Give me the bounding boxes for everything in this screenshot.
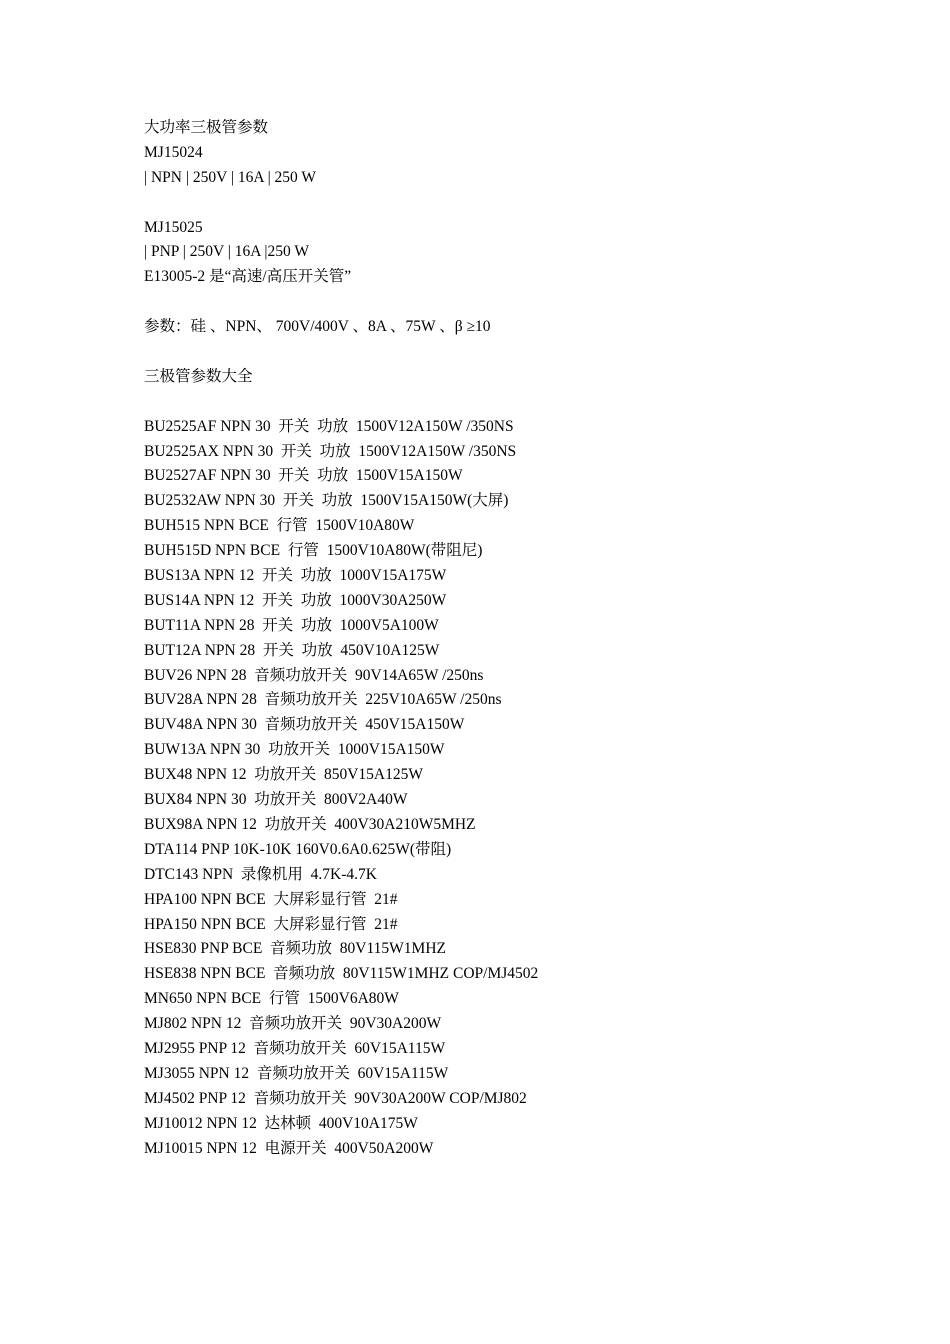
blank-line (144, 290, 864, 315)
list-item: HSE838 NPN BCE 音频功放 80V115W1MHZ COP/MJ4502 (144, 965, 539, 983)
list-item: DTC143 NPN 录像机用 4.7K-4.7K (144, 865, 377, 883)
list-item: MJ802 NPN 12 音频功放开关 90V30A200W (144, 1015, 442, 1033)
list-item: BUX84 NPN 30 功放开关 800V2A40W (144, 791, 408, 809)
list-item: MJ3055 NPN 12 音频功放开关 60V15A115W (144, 1064, 449, 1082)
list-item: HPA150 NPN BCE 大屏彩显行管 21# (144, 915, 398, 933)
list-item: BUW13A NPN 30 功放开关 1000V15A150W (144, 741, 445, 759)
document-page (144, 116, 864, 1161)
section-title: 三极管参数大全 (144, 367, 253, 385)
list-item: BUV26 NPN 28 音频功放开关 90V14A65W /250ns (144, 666, 484, 684)
list-item: BUV48A NPN 30 音频功放开关 450V15A150W (144, 716, 465, 734)
blank-line (144, 340, 864, 365)
list-item: BU2532AW NPN 30 开关 功放 1500V15A150W(大屏) (144, 492, 509, 510)
list-item: DTA114 PNP 10K-10K 160V0.6A0.625W(带阻) (144, 840, 452, 858)
transistor-list (144, 415, 864, 1162)
mj15024-model: MJ15024 (144, 143, 203, 161)
list-item: BU2525AF NPN 30 开关 功放 1500V12A150W /350NS (144, 417, 514, 435)
list-item: BUT12A NPN 28 开关 功放 450V10A125W (144, 641, 440, 659)
list-item: BUX48 NPN 12 功放开关 850V15A125W (144, 766, 424, 784)
list-item: MN650 NPN BCE 行管 1500V6A80W (144, 990, 399, 1008)
list-item: BUX98A NPN 12 功放开关 400V30A210W5MHZ (144, 815, 476, 833)
list-item: HPA100 NPN BCE 大屏彩显行管 21# (144, 890, 398, 908)
list-item: MJ4502 PNP 12 音频功放开关 90V30A200W COP/MJ802 (144, 1089, 527, 1107)
list-item: MJ10015 NPN 12 电源开关 400V50A200W (144, 1139, 434, 1157)
document-title: 大功率三极管参数 (144, 119, 269, 136)
list-item: BUH515 NPN BCE 行管 1500V10A80W (144, 517, 415, 535)
e13005-params: 参数：硅 、NPN、 700V/400V 、8A 、75W 、β ≥10 (144, 318, 491, 336)
list-item: BU2527AF NPN 30 开关 功放 1500V15A150W (144, 467, 463, 485)
list-item: MJ10012 NPN 12 达林顿 400V10A175W (144, 1114, 418, 1132)
blank-line (144, 191, 864, 216)
list-item: HSE830 PNP BCE 音频功放 80V115W1MHZ (144, 940, 446, 958)
mj15025-spec: | PNP | 250V | 16A |250 W (144, 243, 309, 261)
list-item: BUS13A NPN 12 开关 功放 1000V15A175W (144, 567, 447, 585)
list-item: MJ2955 PNP 12 音频功放开关 60V15A115W (144, 1039, 446, 1057)
list-item: BU2525AX NPN 30 开关 功放 1500V12A150W /350NS (144, 442, 517, 460)
e13005-description: E13005-2 是“高速/高压开关管” (144, 268, 352, 286)
mj15025-model: MJ15025 (144, 218, 203, 236)
list-item: BUV28A NPN 28 音频功放开关 225V10A65W /250ns (144, 691, 502, 709)
mj15024-spec: | NPN | 250V | 16A | 250 W (144, 168, 317, 186)
blank-line (144, 390, 864, 415)
list-item: BUT11A NPN 28 开关 功放 1000V5A100W (144, 616, 439, 634)
list-item: BUS14A NPN 12 开关 功放 1000V30A250W (144, 591, 447, 609)
list-item: BUH515D NPN BCE 行管 1500V10A80W(带阻尼) (144, 542, 483, 560)
